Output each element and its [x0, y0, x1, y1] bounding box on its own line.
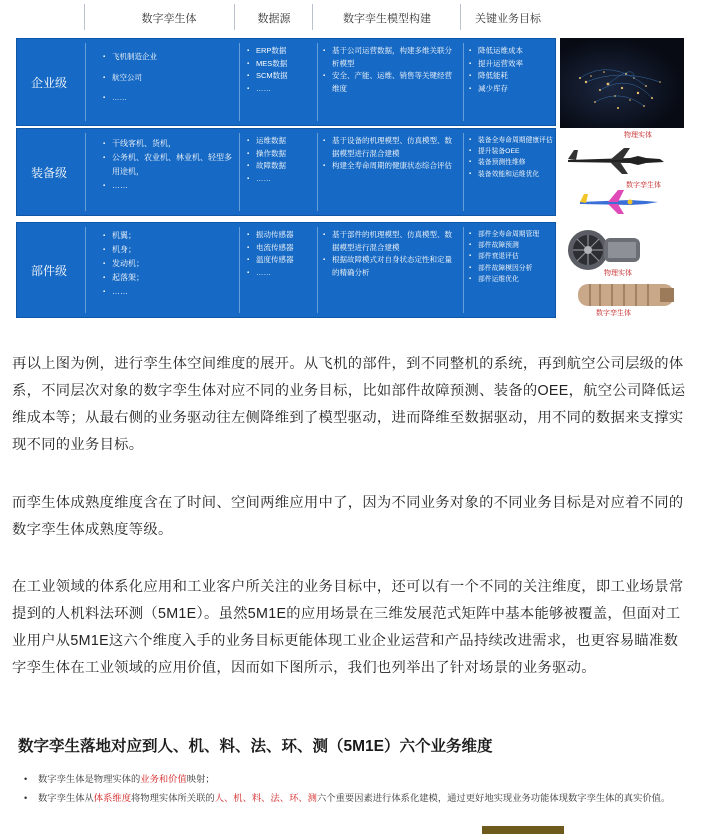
list-item: ▪ 干线客机、货机，: [103, 137, 233, 151]
header-model: 数字孪生模型构建: [343, 13, 431, 25]
bullet-text: 映射；: [186, 774, 215, 784]
row-label: 部件级: [30, 263, 67, 278]
cell-divider: [463, 43, 464, 121]
night-map-icon: [560, 38, 684, 128]
list-item: ▪ 航空公司: [103, 72, 233, 85]
list-item: ▪ 装备全寿命周期健康评估: [469, 135, 553, 146]
paragraph-space-dimension: 再以上图为例，进行孪生体空间维度的展开。从飞机的部件，到不同整机的系统，再到航空公司层级的体系，不同层次对象的数字孪生体对应不同的业务目标，比如部件故障预测、装备的OEE，航空公司降低运维成本等；从最右侧的业务驱动往左侧降维到了模型驱动，进而降维至数据驱动，用不同的数据来支撑实现不同的业务目标。: [12, 356, 686, 453]
list-item: ▪ 运维数据: [247, 135, 313, 148]
bullet-business-mapping: [24, 770, 694, 789]
list-item: ▪ 基于公司运营数据，构建多维关联分析模型: [323, 45, 455, 70]
cell-twin: [103, 45, 233, 105]
bullet-text: 六个重要因素进行体系化建模，通过更好地实现业务功能体现数字孪生体的真实价值。: [316, 793, 671, 803]
highlight-text: 业务和价值: [140, 774, 187, 784]
cell-divider: [85, 227, 86, 313]
cell-divider: [239, 43, 240, 121]
engine-twin-image: [560, 224, 684, 320]
list-item: ▪ 部件衰退评估: [469, 251, 553, 262]
slide-bullets: [24, 770, 694, 808]
list-item: ▪ ……: [103, 179, 233, 193]
list-item: ▪ 减少库存: [469, 83, 553, 96]
cell-model: [323, 135, 455, 173]
cell-divider: [85, 133, 86, 211]
header-divider: [312, 4, 313, 30]
cell-divider: [85, 43, 86, 121]
list-item: ▪ 故障数据: [247, 160, 313, 173]
list-item: ▪ 操作数据: [247, 148, 313, 161]
cell-sources: [247, 229, 313, 279]
cell-goals: [469, 45, 553, 95]
list-item: ▪ 提升装备OEE: [469, 146, 553, 157]
list-item: ▪ ……: [103, 92, 233, 105]
list-item: ▪ 装备效能和运维优化: [469, 169, 553, 180]
cell-divider: [317, 227, 318, 313]
list-item: ▪ 装备预测性维修: [469, 157, 553, 168]
highlight-text: 人、机、料、法、环、测: [214, 793, 317, 803]
list-item: ▪ 公务机、农业机、林业机、轻型多用途机，: [103, 151, 233, 179]
cell-goals: [469, 229, 553, 285]
aircraft-twin-image: [560, 128, 684, 218]
cell-model: [323, 229, 455, 279]
bullet-system-modeling: [24, 789, 694, 808]
bullet-text: 数字孪生体是物理实体的: [38, 774, 141, 784]
cell-divider: [317, 133, 318, 211]
caption-physical: 物理实体: [624, 132, 652, 139]
airplane-icon: [560, 128, 684, 218]
cell-twin: [103, 135, 233, 193]
list-item: ▪ MES数据: [247, 58, 313, 71]
list-item: ▪ 振动传感器: [247, 229, 313, 242]
cell-model: [323, 45, 455, 95]
cell-divider: [463, 133, 464, 211]
header-divider: [84, 4, 85, 30]
table-row-component: [16, 222, 556, 318]
cell-divider: [463, 227, 464, 313]
list-item: ▪ 安全、产能、运维、销售等关键经营维度: [323, 70, 455, 95]
list-item: ▪ 部件故障预测: [469, 240, 553, 251]
list-item: ▪ 发动机；: [103, 257, 233, 271]
table-header: [12, 0, 684, 36]
twin-dimension-table-figure: [12, 0, 684, 322]
list-item: ▪ 机身；: [103, 243, 233, 257]
decorative-bar: [482, 826, 564, 834]
cell-divider: [317, 43, 318, 121]
cell-sources: [247, 135, 313, 185]
list-item: ▪ 根据故障模式对自身状态定性和定量的精确分析: [323, 254, 455, 279]
table-row-enterprise: [16, 38, 556, 126]
paragraph-maturity-dimension: 而孪生体成熟度维度含在了时间、空间两维应用中了，因为不同业务对象的不同业务目标是对应着不同的数字孪生体成熟度等级。: [12, 495, 684, 538]
list-item: ▪ 温度传感器: [247, 254, 313, 267]
list-item: ▪ 部件故障模因分析: [469, 263, 553, 274]
cell-twin: [103, 229, 233, 299]
list-item: ▪ 构建全寿命周期的健康状态综合评估: [323, 160, 455, 173]
header-divider: [460, 4, 461, 30]
list-item: ▪ 降低运维成本: [469, 45, 553, 58]
list-item: ▪ ……: [247, 267, 313, 280]
header-divider: [234, 4, 235, 30]
list-item: ▪ ……: [247, 173, 313, 186]
cell-divider: [239, 133, 240, 211]
caption-twin: 数字孪生体: [596, 310, 631, 317]
highlight-text: 体系维度: [93, 793, 131, 803]
row-label: 企业级: [30, 75, 67, 90]
cell-goals: [469, 135, 553, 180]
list-item: ▪ 基于部件的机理模型、仿真模型、数据模型进行混合建模: [323, 229, 455, 254]
city-lights-image: [560, 38, 684, 128]
list-item: ▪ 机翼；: [103, 229, 233, 243]
list-item: ▪ 飞机制造企业: [103, 51, 233, 64]
paragraph-5m1e: 在工业领域的体系化应用和工业客户所关注的业务目标中，还可以有一个不同的关注维度，即工业场景常提到的人机料法环测（5M1E）。虽然5M1E的应用场景在三维发展范式矩阵中基本能够被覆盖，但面对工业用户从5M1E这六个维度入手的业务目标更能体现工业企业运营和产品持续改进需求，也更容易瞄准数字孪生体在工业领域的应用价值，因而如下图所示，我们也列举出了针对场景的业务驱动。: [12, 579, 684, 676]
list-item: ▪ 提升运营效率: [469, 58, 553, 71]
header-sources: 数据源: [257, 13, 291, 25]
list-item: ▪ 基于设备的机理模型、仿真模型、数据模型进行混合建模: [323, 135, 455, 160]
row-label: 装备级: [30, 165, 67, 180]
header-goals: 关键业务目标: [475, 13, 541, 25]
header-twin: 数字孪生体: [141, 13, 197, 25]
list-item: ▪ ……: [103, 285, 233, 299]
slide-title: 数字孪生落地对应到人、机、料、法、环、测（5M1E）六个业务维度: [18, 738, 493, 755]
list-item: ▪ SCM数据: [247, 70, 313, 83]
caption-twin: 数字孪生体: [626, 182, 661, 189]
list-item: ▪ 部件运维优化: [469, 274, 553, 285]
caption-physical: 物理实体: [604, 270, 632, 277]
list-item: ▪ 降低能耗: [469, 70, 553, 83]
list-item: ▪ ……: [247, 83, 313, 96]
table-row-equipment: [16, 128, 556, 216]
bullet-text: 将物理实体所关联的: [131, 793, 215, 803]
list-item: ▪ 电流传感器: [247, 242, 313, 255]
list-item: ▪ 部件全寿命周期管理: [469, 229, 553, 240]
list-item: ▪ ERP数据: [247, 45, 313, 58]
cell-sources: [247, 45, 313, 95]
list-item: ▪ 起落架；: [103, 271, 233, 285]
cell-divider: [239, 227, 240, 313]
bullet-text: 数字孪生体从: [38, 793, 94, 803]
